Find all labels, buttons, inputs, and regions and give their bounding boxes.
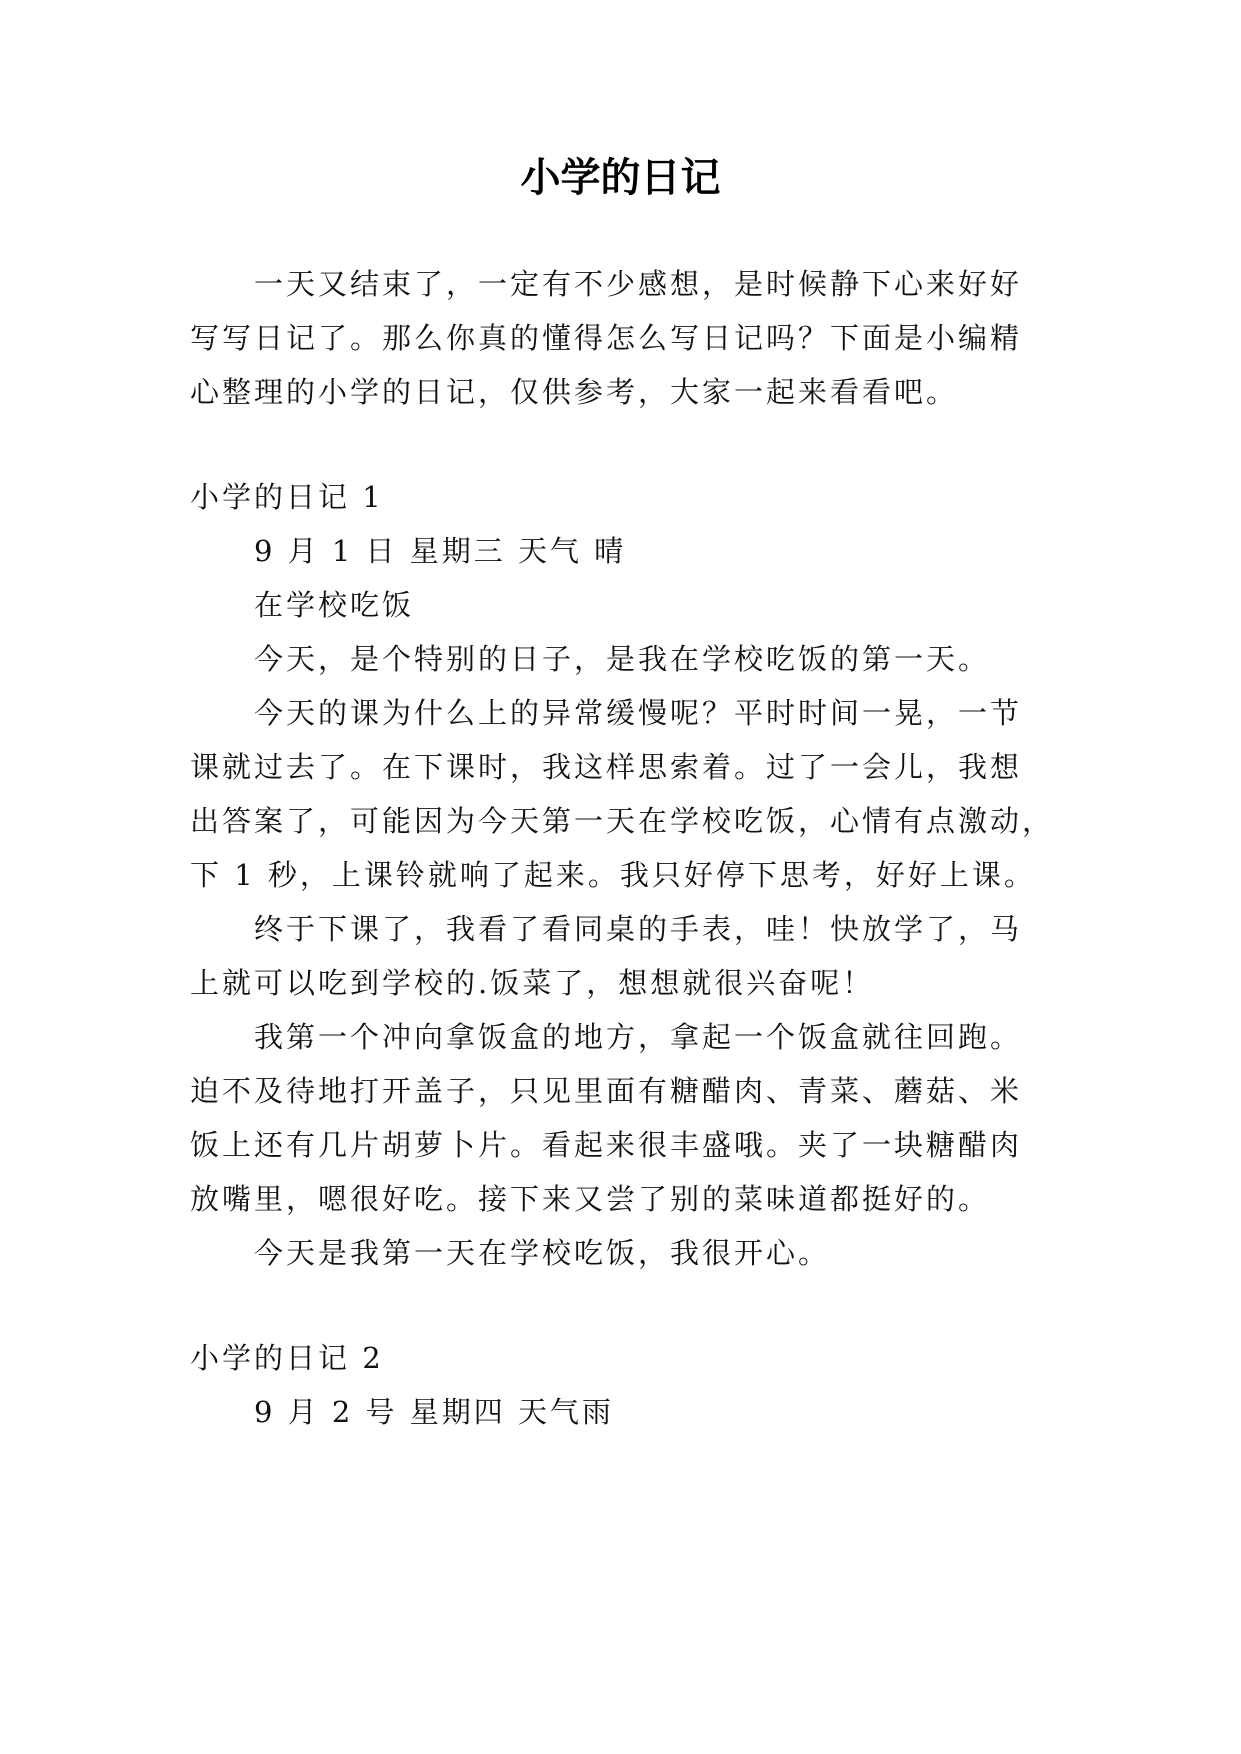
paragraph-line: 出答案了，可能因为今天第一天在学校吃饭，心情有点激动， bbox=[190, 804, 1055, 838]
intro-line: 一天又结束了，一定有不少感想，是时候静下心来好好 bbox=[254, 267, 1023, 301]
paragraph-line: 放嘴里，嗯很好吃。接下来又尝了别的菜味道都挺好的。 bbox=[190, 1182, 991, 1216]
entry-heading: 小学的日记 2 bbox=[190, 1341, 384, 1375]
entry-heading: 小学的日记 1 bbox=[190, 480, 384, 514]
paragraph-line: 课就过去了。在下课时，我这样思索着。过了一会儿，我想 bbox=[190, 750, 1023, 784]
entry-date: 9 月 1 日 星期三 天气 晴 bbox=[254, 534, 627, 568]
page-title: 小学的日记 bbox=[520, 155, 721, 201]
paragraph-line: 下 1 秒，上课铃就响了起来。我只好停下思考，好好上课。 bbox=[190, 858, 1036, 892]
paragraph-line: 饭上还有几片胡萝卜片。看起来很丰盛哦。夹了一块糖醋肉 bbox=[190, 1128, 1023, 1162]
paragraph-line: 终于下课了，我看了看同桌的手表，哇！快放学了，马 bbox=[254, 912, 1023, 946]
paragraph-line: 今天，是个特别的日子，是我在学校吃饭的第一天。 bbox=[254, 642, 991, 676]
paragraph-line: 今天的课为什么上的异常缓慢呢？平时时间一晃，一节 bbox=[254, 696, 1023, 730]
intro-line: 心整理的小学的日记，仅供参考，大家一起来看看吧。 bbox=[190, 375, 959, 409]
entry-subtitle: 在学校吃饭 bbox=[254, 588, 415, 622]
entry-date: 9 月 2 号 星期四 天气雨 bbox=[254, 1395, 614, 1429]
paragraph-line: 上就可以吃到学校的.饭菜了，想想就很兴奋呢！ bbox=[190, 966, 875, 1000]
paragraph-line: 今天是我第一天在学校吃饭，我很开心。 bbox=[254, 1236, 831, 1270]
paragraph-line: 我第一个冲向拿饭盒的地方，拿起一个饭盒就往回跑。 bbox=[254, 1020, 1023, 1054]
intro-line: 写写日记了。那么你真的懂得怎么写日记吗？下面是小编精 bbox=[190, 321, 1023, 355]
paragraph-line: 迫不及待地打开盖子，只见里面有糖醋肉、青菜、蘑菇、米 bbox=[190, 1074, 1023, 1108]
